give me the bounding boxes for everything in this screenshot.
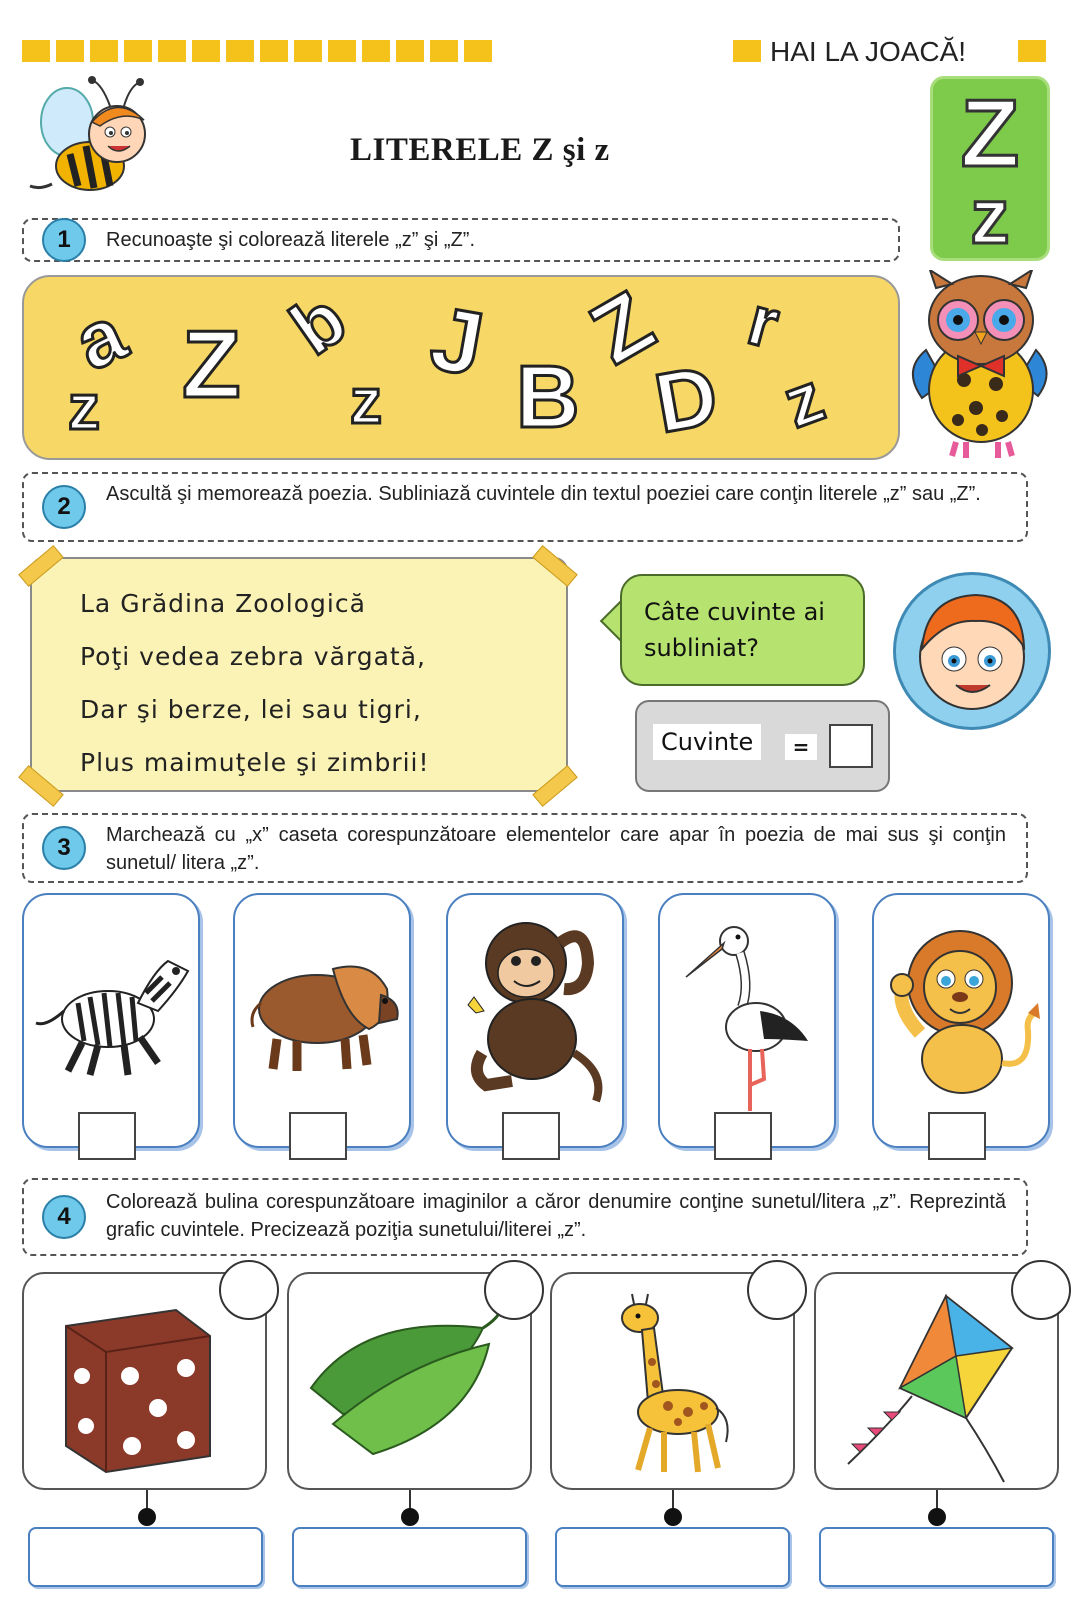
word-diagram-box[interactable] [28,1527,263,1587]
picture-dot[interactable] [484,1260,544,1320]
picture-dot[interactable] [1011,1260,1071,1320]
poem-line: La Grădina Zoologică [80,589,366,618]
animal-card-monkey [446,893,624,1148]
panel-letter[interactable]: J [423,288,491,396]
owl-icon [906,270,1056,460]
picture-card-giraffe [550,1272,795,1490]
word-diagram-box[interactable] [555,1527,790,1587]
panel-letter[interactable]: z [68,371,100,443]
die-icon [46,1296,216,1476]
stork-icon [680,915,820,1115]
task-1-text: Recunoaşte şi colorează literele „z” şi „Z”. [106,229,476,251]
zebra-checkbox[interactable] [78,1112,136,1160]
task-2-number: 2 [42,485,86,529]
animal-card-stork [658,893,836,1148]
monkey-checkbox[interactable] [502,1112,560,1160]
panel-letter[interactable]: D [648,347,725,451]
task-2-text: Ascultă şi memorează poezia. Subliniază cuvintele din textul poeziei care conţin literele „z” sau „Z”. [106,483,981,505]
lion-checkbox[interactable] [928,1112,986,1160]
equals-sign: = [785,734,817,760]
letters-panel [22,275,900,460]
bee-icon [22,74,172,204]
header-stripe-mark [733,40,761,62]
giraffe-icon [608,1292,748,1482]
panel-letter[interactable]: Z [575,273,670,383]
bison-icon [241,939,407,1079]
panel-letter[interactable]: r [740,280,787,364]
task-2 [22,472,1028,542]
panel-letter[interactable]: b [275,276,361,371]
position-bullet [401,1508,419,1526]
task-4 [22,1178,1028,1256]
header-stripe-left [22,40,492,62]
bison-checkbox[interactable] [289,1112,347,1160]
letter-box [930,76,1050,261]
word-count-box [635,700,890,792]
animal-card-bison [233,893,411,1148]
speech-bubble [620,574,865,686]
word-count-label: Cuvinte [653,724,761,760]
kite-icon [836,1288,1046,1488]
picture-dot[interactable] [747,1260,807,1320]
position-bullet [928,1508,946,1526]
monkey-icon [456,913,620,1103]
picture-dot[interactable] [219,1260,279,1320]
word-count-input[interactable] [829,724,873,768]
zebra-icon [28,931,196,1081]
word-diagram-box[interactable] [819,1527,1054,1587]
task-3-number: 3 [42,826,86,870]
task-4-number: 4 [42,1195,86,1239]
boy-face-icon [893,572,1051,730]
animal-card-lion [872,893,1050,1148]
poem-card [30,557,568,792]
header-stripe-right [1018,40,1046,62]
picture-card-kite [814,1272,1059,1490]
picture-card-pea-pod [287,1272,532,1490]
poem-line: Poţi vedea zebra vărgată, [80,642,426,671]
task-3 [22,813,1028,883]
panel-letter[interactable]: z [350,365,382,437]
page-title: LITERELE Z şi z [350,132,610,168]
big-letter-upper: Z [960,80,1020,187]
stork-checkbox[interactable] [714,1112,772,1160]
section-label: HAI LA JOACĂ! [770,36,967,67]
panel-letter[interactable]: B [516,347,580,446]
position-bullet [138,1508,156,1526]
animal-card-zebra [22,893,200,1148]
pea-pod-icon [303,1304,517,1464]
task-3-text: Marchează cu „x” caseta corespunzătoare elementelor care apar în poezia de mai sus şi conţin sunetul/ litera „z”. [106,824,1006,874]
panel-letter[interactable]: Z [182,311,241,418]
poem-line: Plus maimuţele şi zimbrii! [80,748,430,777]
big-letter-lower: z [970,172,1010,260]
speech-bubble-line: subliniat? [644,634,760,662]
word-diagram-box[interactable] [292,1527,527,1587]
panel-letter[interactable]: z [773,357,834,443]
task-1 [22,218,900,262]
poem-line: Dar şi berze, lei sau tigri, [80,695,422,724]
panel-letter[interactable]: a [61,288,138,388]
speech-bubble-line: Câte cuvinte ai [644,598,825,626]
task-1-number: 1 [42,218,86,262]
lion-icon [880,923,1046,1099]
task-4-text: Colorează bulina corespunzătoare imaginilor a căror denumire conţine sunetul/litera „z”. Reprezintă grafic cuvintele. Precizează poziţia sunetului/literei „z”. [106,1191,1006,1241]
picture-card-die [22,1272,267,1490]
position-bullet [664,1508,682,1526]
